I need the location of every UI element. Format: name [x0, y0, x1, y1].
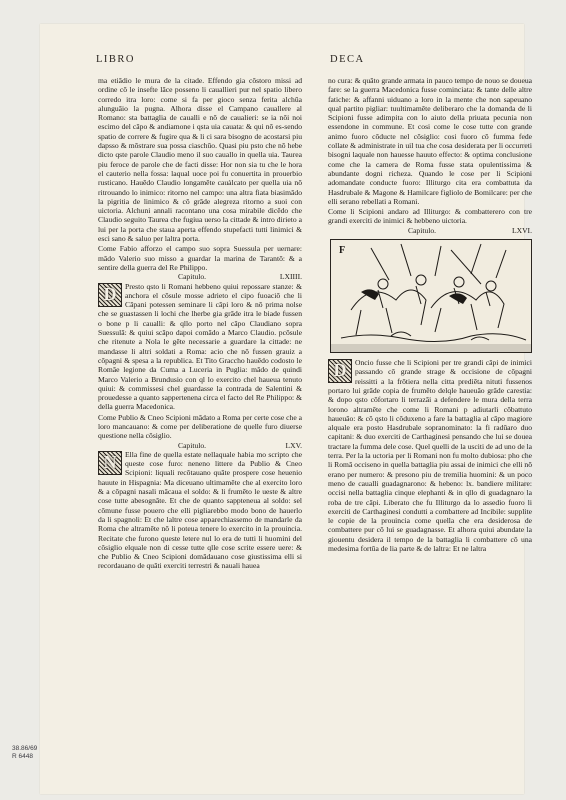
left-rubric-1: Come Fabio afforzo el campo suo sopra Suessula per uernare: mādo Valerio suo misso a guardar la marina de Tarantō: & a sentire della guerra del Re Philippo.: [98, 244, 302, 272]
right-column: [328, 76, 532, 553]
left-rubric-2: Come Publio & Cneo Scipioni mādato a Roma per certe cose che a loro mancauano: & come per deliberatione de quelle furo diuerse questione nella cōsiglio.: [98, 412, 302, 441]
decorated-initial: N: [98, 451, 122, 475]
right-paragraph-2: Oncio fusse che li Scipioni per tre grandi cāpi de inimici passando cō grande strage & occisione de cōpagni reissitti a la frōtiera nella citta prediēta nituti fussenos portaro lui grāde copia de frumēto delqle haueuāo grāde carestia: & dopo qsto cōfortaro li terrazāi a defendere le mura della terra lorono altramēte che come li Romani p adiutarli cōbattuto haueuāo: & cō qsto li cōduxeno a fare la battaglia al cāpo magiore alquale era posto Hasdrubale sopranominato: la fi radūaro duo capitani: & duo exerciti de Carthaginesi pensando che lui se douea tractare la fumma dele cose. Quel quelli de la usciti de ad uno de la terra. Per la la uctoria per li Romani non fu molto dubiosa: pho che li Romā occiseno in quella battaglia piu assai de inimici che elli nō erano per numero: & presono piu de tremilia huomini: & un poco meno de caualli guadagnarono: & hebeno: lx. bandiere militare: occisi nella battaglia cinque elephanti & in qllo di guadagnaro la roba de tre cāpi. Liberato che fu Illiturgo da lo assedio fuoro li exerciti de Carthaginesi condutti a combattere ad Incibile: supplite le copie de la prouincia come quella che era desiderosa de combattere pur cō lui se guadagnasse. Et alhora quiui abundate la giouentu desidera il tempo de la battaglia li combattere cō una medesima fortūa de lia parte & de laltra: Et ne laltra: [328, 358, 532, 553]
chapter-label: Capitulo.: [178, 272, 207, 282]
woodcut-illustration: [330, 239, 532, 353]
chapter-number: LXVI.: [511, 225, 532, 235]
header-right: DECA: [330, 54, 365, 65]
chapter-label: Capitulo.: [178, 440, 207, 450]
stamp-line-1: 38.86/69: [12, 745, 38, 752]
left-paragraph-3: Ella fine de quella estate nellaquale habia mo scripto che queste cose furo: neneno littere da Publio & Cneo Scipioni: liquali recōtauano quāte prospere cose heuenio hauute in Hispagnia: Ma diceuano ultimamēte che al exercito loro & a cōpagni nasali mācaua el soldo: & li frumēto le ueste & altre cose tutte abesognāte. Et che de quanto sappteneua al soldo: sel cōmune fusse pouero che elli pigliarebbo modo bono de hauerlo da li spagnoli: Et che laltre cose apparechiassemo de mandarle da Roma che altramēte nō li poteua tenere lo exercito in la prouincia. Recitate che furono queste letere nul lo era de tutti li huomini del cōsiglio elquale non di cesse tutte qlle cose scrite essere uere: & che Publio & Cneo Scipioni domādauano cose giustissima elli si recordauano de quāti exerciti terrestri & nauali hauea: [98, 449, 302, 571]
left-paragraph-1: ma etiādio le mura de la citade. Effendo gia cōstoro missi ad ordine cō le insefte lāce posseno li cauallieri pur nel spatio libero corredo itra loro: come si fa per gioco senza ferita alchūa alunguāio la pugna. Alhora disse el Campano cauallere al Romano: sta battaglia de caualli e nō de caualieri: se ia nōi noi escimo del cāpo & andiamone i qsta uia cauata: & qui nō es-sendo spatio de correre & fugire qua & li ci sara bisogno de acostarsi piu dapsso & mōstrare sua possa ciaschūo. Quasi piu psto che nō hebe dicto qste parole Claudio meno il suo cauallo in quella uia. Taurea piu feroce de parole che de facti disse: Hor non sia tu che le hora el cauterio nella fossa: laqual uoce poi fu conuertita in prouerbio rusticano. Hauēdo Claudio longamēte cauàlcato per quella uia nō ritrouando lo inimico: ritorno nel campo: una altra fiata biasimādo la pigritia de linimico & cō grāde alegreza ritorno a suoi con uictoria. Alchuni annali racontano una cosa mirabile dicēdo che Claudio seguito Taurea che fugiua uerso la cittade & intro dirieto a lui per la porta che staua aperta effendo stupefacti tutti linimici & esci sano & saluo per laltra porta.: [98, 76, 302, 244]
book-page: [40, 24, 532, 794]
left-paragraph-2: Presto qsto li Romani hebbeno quiui repossare stanze: & anchora el cōsule mosse adrieto el cipo fuoaciō che li Cāpani potessen seminare li cāpi loro & nō prima nolse che se guastassen li lochi che lherbe gia grāde itra le biade fussen o bone p li caualli: & qllo porto nel cāpo Claudiano sopra Suessulā: & quiui scāpo dapoi comādo a Marco Claudio. pcōsule che ritenute a Nola le gēte necessarie a guardare la cittade: ne mandasse li altri soldati a Roma: acio che nō fussen grauiz a cōpagni & spesa a la republica. Et Tito Graccho hauēdo codosto le Romāe legione da Cuma a Luceria in Puglia: mādo de quindi Marco Valerio a Brundusio con ql lo exercito chel haueua tenuto quiui: & commissesi chel guardasse la contrada de Salentini & prouedesse a quanto sappertenena circa el facto del Re Philippo: & della guerra Macedonica.: [98, 281, 302, 412]
left-column: [98, 76, 302, 571]
chapter-label: Capitulo.: [408, 225, 437, 235]
chapter-number: LXV.: [285, 440, 302, 450]
chapter-heading-64: [98, 272, 302, 281]
chapter-heading-66: [328, 226, 532, 235]
stamp-line-2: R 6448: [12, 753, 33, 760]
decorated-initial: D: [98, 283, 122, 307]
chapter-number: LXIIII.: [279, 272, 302, 282]
woodcut-letter: F: [339, 245, 346, 257]
chapter-heading-65: [98, 441, 302, 450]
decorated-initial: D: [328, 359, 352, 383]
battle-scene-image: [331, 240, 531, 352]
header-left: LIBRO: [96, 54, 135, 65]
library-stamp: [12, 745, 37, 761]
right-rubric: Come li Scipioni andaro ad Illiturgo: & combatterero con tre grandi exerciti de inimici & hebbeno uictoria.: [328, 207, 532, 226]
right-paragraph-1: no cura: & quāto grande armata in pauco tempo de nouo se doueua fare: se la guerra Macedonica fusse cominciata: & tante delle altre fatiche: & affanni uiduano a loro in la mente che non sapeuano qual partito pigliar: tuultimamēte deliberaro che la domanda de li Scipioni fusse adimpita con lo aiuto della priuata pecunia non essendone in commune. Et cosi come le cose tutte con grande animo fuoro cōducte nel cōsiglio: cosi fuoro cō fumma fede collate & administrate in uil tua che cosa desiderata per li occurreti bisogni laquale non hauesse hauuto effecto: & optima conclusione come che la camera de Roma fusse stata opulentissima & abundante dogni richeza. Quando le cose per li Scipioni adomandate conducte fuoro: Illiturgo cita era combattuta da Hasdrubale & Magone & Hamilcare figliolo de Bomilcare: per che elli serano rebellati a Romani.: [328, 76, 532, 206]
